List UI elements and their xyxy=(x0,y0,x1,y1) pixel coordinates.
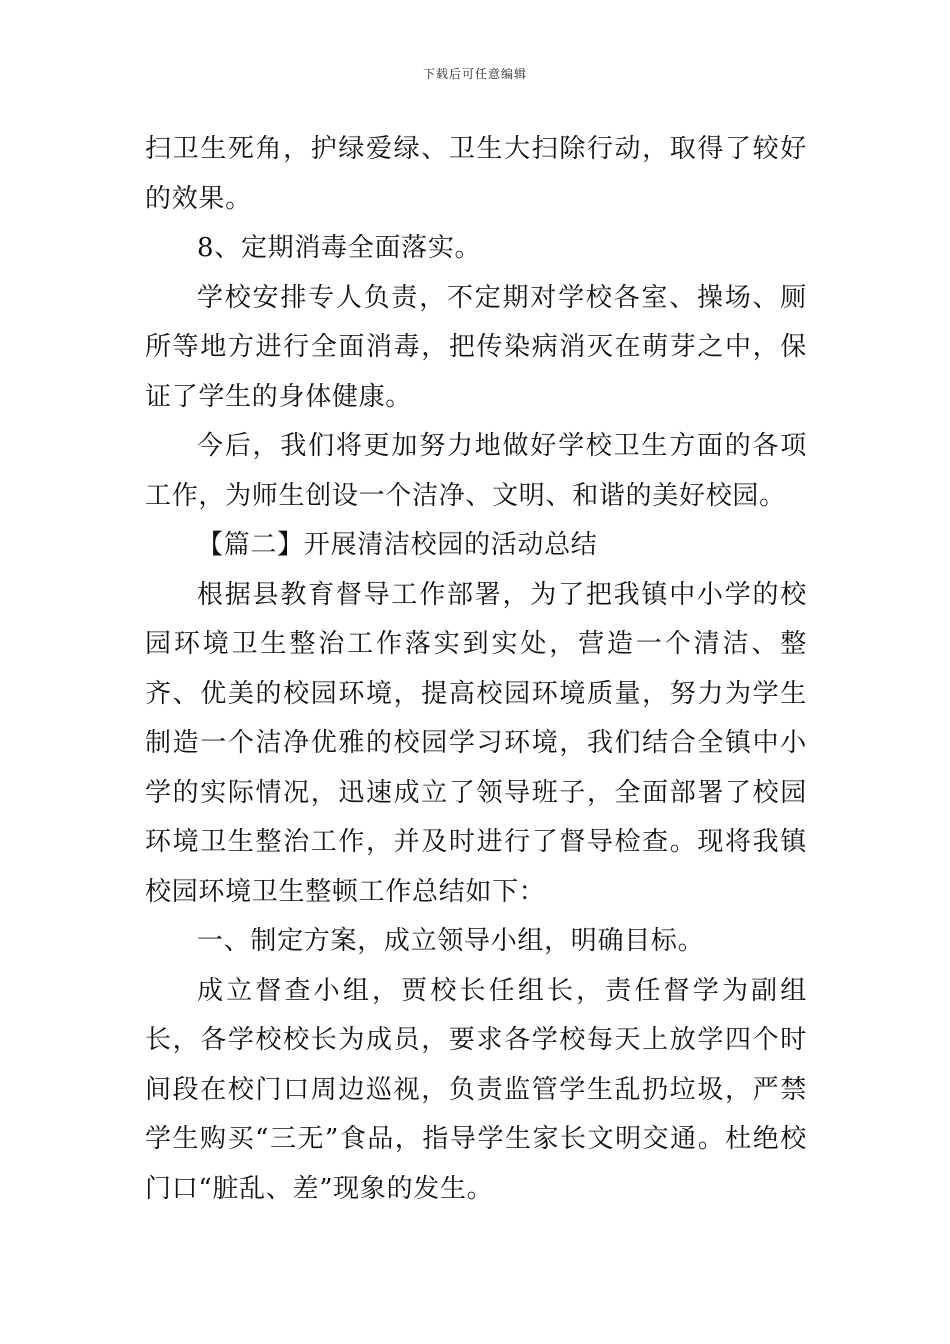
paragraph-2-heading: 8、定期消毒全面落实。 xyxy=(197,233,482,263)
paragraph-1: 扫卫生死角，护绿爱绿、卫生大扫除行动，取得了较好的效果。 xyxy=(145,134,807,214)
paragraph-6: 根据县教育督导工作部署，为了把我镇中小学的校园环境卫生整治工作落实到实处，营造一个清洁、整齐、优美的校园环境，提高校园环境质量，努力为学生制造一个洁净优雅的校园学习环境，我们结合全镇中小学的实际情况，迅速成立了领导班子，全面部署了校园环境卫生整治工作，并及时进行了督导检查。现将我镇校园环境卫生整顿工作总结如下： xyxy=(145,579,807,907)
paragraph-4: 今后，我们将更加努力地做好学校卫生方面的各项工作，为师生创设一个洁净、文明、和谐的美好校园。 xyxy=(145,431,807,511)
header-note: 下载后可任意编辑 xyxy=(422,67,527,81)
section-title: 【篇二】开展清洁校园的活动总结 xyxy=(197,530,598,560)
paragraph-7-heading: 一、制定方案，成立领导小组，明确目标。 xyxy=(197,926,705,956)
paragraph-8: 成立督查小组，贾校长任组长，责任督学为副组长，各学校校长为成员，要求各学校每天上放学四个时间段在校门口周边巡视，负责监管学生乱扔垃圾，严禁学生购买“三无”食品，指导学生家长文明交通。杜绝校门口“脏乱、差”现象的发生。 xyxy=(145,975,807,1204)
paragraph-3: 学校安排专人负责，不定期对学校各室、操场、厕所等地方进行全面消毒，把传染病消灭在萌芽之中，保证了学生的身体健康。 xyxy=(145,282,807,412)
document-body xyxy=(145,125,807,1214)
